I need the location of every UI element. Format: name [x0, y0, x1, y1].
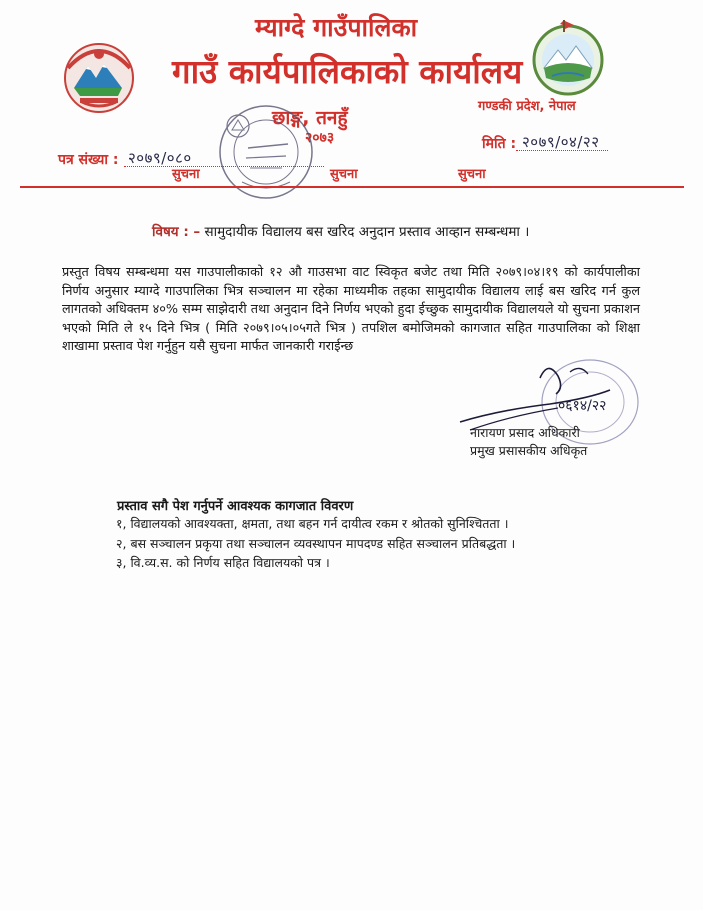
notice-word-2: सुचना [330, 167, 358, 182]
date-dotted-line [516, 150, 608, 151]
documents-list [116, 514, 515, 573]
office-name: गाउँ कार्यपालिकाको कार्यालय [172, 52, 523, 91]
municipality-logo-icon [530, 18, 606, 98]
municipality-name: म्याग्दे गाउँपालिका [255, 13, 418, 42]
established-year: २०७३ [305, 130, 335, 146]
notice-word-1: सुचना [172, 167, 200, 182]
documents-title: प्रस्ताव सगै पेश गर्नुपर्ने आवश्यक कागजात विवरण [117, 499, 354, 514]
date-value: २०७९/०४/२२ [522, 133, 600, 151]
list-item: १, विद्यालयको आवश्यक्ता, क्षमता, तथा बहन गर्न दायीत्व रकम र श्रोतको सुनिश्चितता । [116, 516, 509, 531]
reference-number-value: २०७९/०८० [128, 149, 192, 167]
nepal-emblem-icon [60, 38, 138, 116]
body-paragraph: प्रस्तुत विषय सम्बन्धमा यस गाउपालीकाको १२ औ गाउसभा वाट स्विकृत बजेट तथा मिति २०७९।०४।१९ को कार्यपालीका निर्णय अनुसार म्याग्दे गाउपालिका भित्र सञ्चालन मा रहेका माध्यमीक तहका सामुदायीक विद्यालय लाई बस खरिद गर्न कुल लागतको अधिक्तम ४०% सम्म साझेदारी तथा अनुदान दिने निर्णय भएको हुदा ईच्छुक सामुदायीक विद्यालयले यो सुचना प्रकाशन भएको मिति ले १५ दिने भित्र ( मिति २०७९।०५।०५गते भित्र ) तपशिल बमोजिमको कागजात सहित गाउपालिका को शिक्षा शाखामा प्रस्ताव पेश गर्नुहुन यसै सुचना मार्फत जानकारी गराईन्छ [62, 265, 640, 354]
office-stamp-icon [212, 100, 320, 204]
reference-dotted-line [124, 166, 324, 167]
notice-word-3: सुचना [458, 167, 486, 182]
header-divider [20, 186, 684, 188]
subject-label: विषय : – [152, 224, 201, 240]
office-location: छाङ्ग, तनहुँ [272, 107, 348, 129]
signatory-title: प्रमुख प्रसासकीय अधिकृत [470, 443, 588, 458]
date-label: मिति : [482, 136, 517, 152]
signatory-name: नारायण प्रसाद अधिकारी [470, 425, 580, 440]
reference-number-label: पत्र संख्या : [58, 152, 119, 168]
subject-text: सामुदायीक विद्यालय बस खरिद अनुदान प्रस्ताव आव्हान सम्बन्धमा । [204, 224, 530, 240]
list-item: ३, वि.व्य.स. को निर्णय सहित विद्यालयको पत्र । [116, 555, 330, 570]
list-item: २, बस सञ्चालन प्रकृया तथा सञ्चालन व्यवस्थापन मापदण्ड सहित सञ्चालन प्रतिबद्धता । [116, 535, 516, 551]
province-name: गण्डकी प्रदेश, नेपाल [478, 99, 576, 114]
signature-date: ०६१४/२२ [558, 398, 607, 414]
subject-line [152, 222, 529, 240]
